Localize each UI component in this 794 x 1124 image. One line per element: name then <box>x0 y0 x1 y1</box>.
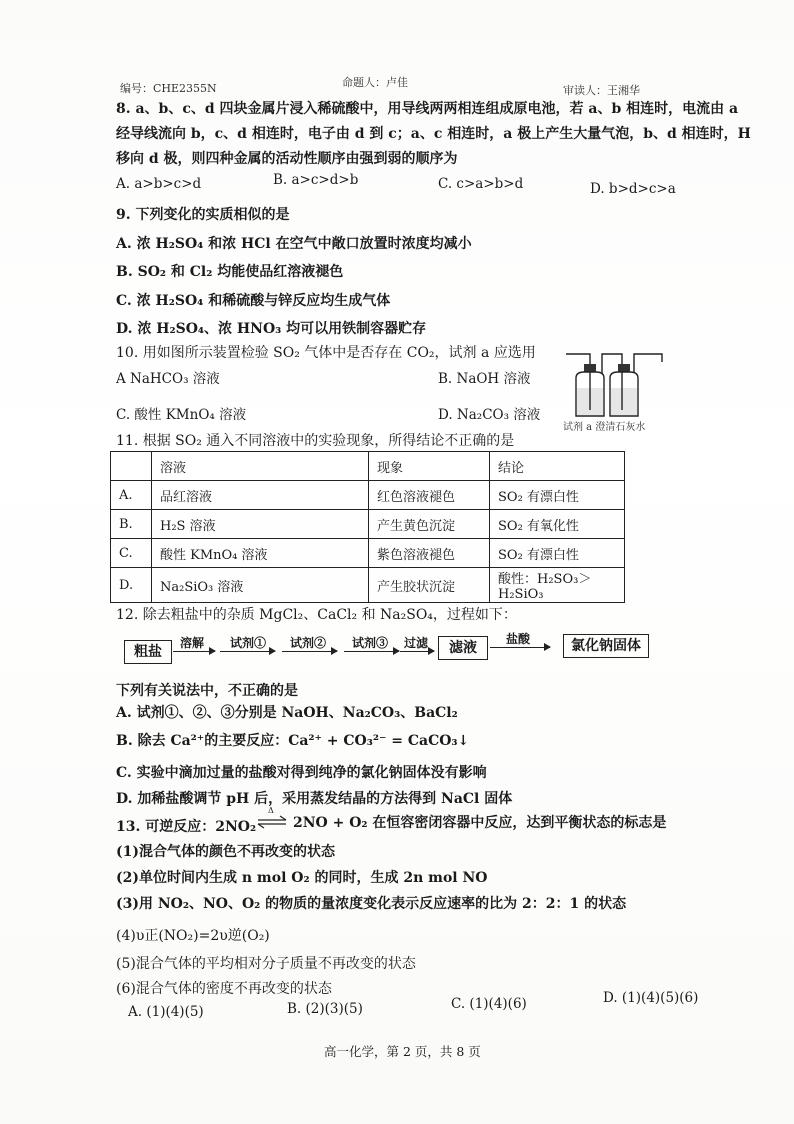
table-cell: SO₂ 有氧化性 <box>490 510 625 539</box>
q8-line2: 经导线流向 b，c、d 相连时，电子由 d 到 c；a、c 相连时，a 极上产生大量气泡，b、d 相连时，H <box>116 126 751 142</box>
flow-arrow <box>344 651 399 653</box>
q12-option-c: C. 实验中滴加过量的盐酸对得到纯净的氯化钠固体没有影响 <box>116 765 487 781</box>
flow-arrow <box>173 651 215 653</box>
table-cell: SO₂ 有漂白性 <box>490 539 625 568</box>
table-row <box>111 481 625 510</box>
q13-item-5: (5)混合气体的平均相对分子质量不再改变的状态 <box>116 956 416 972</box>
q10-option-a: A NaHCO₃ 溶液 <box>116 371 220 387</box>
q9-option-d: D. 浓 H₂SO₄、浓 HNO₃ 均可以用铁制容器贮存 <box>116 321 427 337</box>
table-cell: SO₂ 有漂白性 <box>490 481 625 510</box>
gas-washing-bottles-figure <box>562 348 672 420</box>
flow-arrow <box>220 651 275 653</box>
table-row <box>111 539 625 568</box>
table-row <box>111 510 625 539</box>
flow-arrow <box>490 647 550 649</box>
q9-stem: 9. 下列变化的实质相似的是 <box>116 207 290 223</box>
arrow-condition-label: Δ <box>268 806 274 815</box>
q9-option-a: A. 浓 H₂SO₄ 和浓 HCl 在空气中敞口放置时浓度均减小 <box>116 236 472 252</box>
flow-arrow <box>400 651 434 653</box>
q12-option-a: A. 试剂①、②、③分别是 NaOH、Na₂CO₃、BaCl₂ <box>116 705 458 721</box>
q13-option-c: C. (1)(4)(6) <box>451 996 527 1012</box>
flow-filtrate-box: 滤液 <box>438 636 488 660</box>
q13-option-d: D. (1)(4)(5)(6) <box>603 990 699 1006</box>
flow-step-label: 试剂① <box>230 636 267 650</box>
flow-arrow <box>282 651 337 653</box>
q12-question: 下列有关说法中，不正确的是 <box>116 683 298 699</box>
q13-item-6: (6)混合气体的密度不再改变的状态 <box>116 981 332 997</box>
q10-option-b: B. NaOH 溶液 <box>438 371 531 387</box>
q8-line1: 8. a、b、c、d 四块金属片浸入稀硫酸中，用导线两两相连组成原电池，若 a、b 相连时，电流由 a <box>116 101 739 117</box>
table-header-cell: 溶液 <box>152 452 369 481</box>
table-cell: C. <box>111 539 152 568</box>
q13-item-1: (1)混合气体的颜色不再改变的状态 <box>116 844 335 860</box>
table-header-cell: 现象 <box>369 452 490 481</box>
q13-item-2: (2)单位时间内生成 n mol O₂ 的同时，生成 2n mol NO <box>116 870 488 886</box>
table-cell: Na₂SiO₃ 溶液 <box>152 568 369 603</box>
table-cell: H₂S 溶液 <box>152 510 369 539</box>
q10-stem: 10. 用如图所示装置检验 SO₂ 气体中是否存在 CO₂，试剂 a 应选用 <box>116 345 536 361</box>
exam-code: 编号：CHE2355N <box>120 82 217 95</box>
table-header-row <box>111 452 625 481</box>
q10-option-c: C. 酸性 KMnO₄ 溶液 <box>116 407 247 423</box>
table-cell: 紫色溶液褪色 <box>369 539 490 568</box>
flow-acid-label: 盐酸 <box>506 632 531 646</box>
q13-stem-suffix: 2NO + O₂ 在恒容密闭容器中反应，达到平衡状态的标志是 <box>293 815 667 831</box>
figure-caption: 试剂 a 澄清石灰水 <box>563 422 646 433</box>
table-cell: 酸性：H₂SO₃＞H₂SiO₃ <box>490 568 625 603</box>
q11-stem: 11. 根据 SO₂ 通入不同溶液中的实验现象，所得结论不正确的是 <box>116 433 515 449</box>
q9-option-c: C. 浓 H₂SO₄ 和稀硫酸与锌反应均生成气体 <box>116 293 391 309</box>
table-cell: D. <box>111 568 152 603</box>
flow-start-box: 粗盐 <box>124 640 172 664</box>
flow-step-label: 过滤 <box>404 636 429 650</box>
table-cell: 酸性 KMnO₄ 溶液 <box>152 539 369 568</box>
table-cell: 品红溶液 <box>152 481 369 510</box>
q13-stem-prefix: 13. 可逆反应：2NO₂ <box>116 819 257 835</box>
flow-step-label: 溶解 <box>180 636 205 650</box>
q13-item-3: (3)用 NO₂、NO、O₂ 的物质的量浓度变化表示反应速率的比为 2：2：1 的状态 <box>116 896 627 912</box>
q12-stem: 12. 除去粗盐中的杂质 MgCl₂、CaCl₂ 和 Na₂SO₄，过程如下： <box>116 607 517 623</box>
page-footer: 高一化学，第 2 页，共 8 页 <box>324 1044 481 1059</box>
q8-line3: 移向 d 极，则四种金属的活动性顺序由强到弱的顺序为 <box>116 151 458 167</box>
table-cell: 产生胶状沉淀 <box>369 568 490 603</box>
flow-step-label: 试剂② <box>290 636 327 650</box>
flow-step-label: 试剂③ <box>352 636 389 650</box>
table-header-cell: 结论 <box>490 452 625 481</box>
table-header-cell <box>111 452 152 481</box>
q8-option-c: C. c>a>b>d <box>438 176 524 192</box>
q12-option-d: D. 加稀盐酸调节 pH 后，采用蒸发结晶的方法得到 NaCl 固体 <box>116 791 513 807</box>
exam-author: 命题人：卢佳 <box>342 76 408 89</box>
q10-option-d: D. Na₂CO₃ 溶液 <box>438 407 541 423</box>
q9-option-b: B. SO₂ 和 Cl₂ 均能使品红溶液褪色 <box>116 264 344 280</box>
q13-item-4: (4)υ正(NO₂)=2υ逆(O₂) <box>116 928 270 944</box>
flow-end-box: 氯化钠固体 <box>563 634 649 658</box>
q11-table <box>110 451 625 603</box>
exam-reviewer: 审读人：王湘华 <box>563 84 640 97</box>
table-cell: 红色溶液褪色 <box>369 481 490 510</box>
table-row <box>111 568 625 603</box>
q12-option-b: B. 除去 Ca²⁺的主要反应：Ca²⁺ + CO₃²⁻ = CaCO₃↓ <box>116 733 470 749</box>
q8-option-d: D. b>d>c>a <box>590 181 676 197</box>
table-cell: A. <box>111 481 152 510</box>
q13-option-b: B. (2)(3)(5) <box>287 1001 363 1017</box>
table-cell: 产生黄色沉淀 <box>369 510 490 539</box>
q8-option-b: B. a>c>d>b <box>273 172 359 188</box>
table-cell: B. <box>111 510 152 539</box>
q8-option-a: A. a>b>c>d <box>116 176 202 192</box>
q13-option-a: A. (1)(4)(5) <box>128 1004 204 1020</box>
